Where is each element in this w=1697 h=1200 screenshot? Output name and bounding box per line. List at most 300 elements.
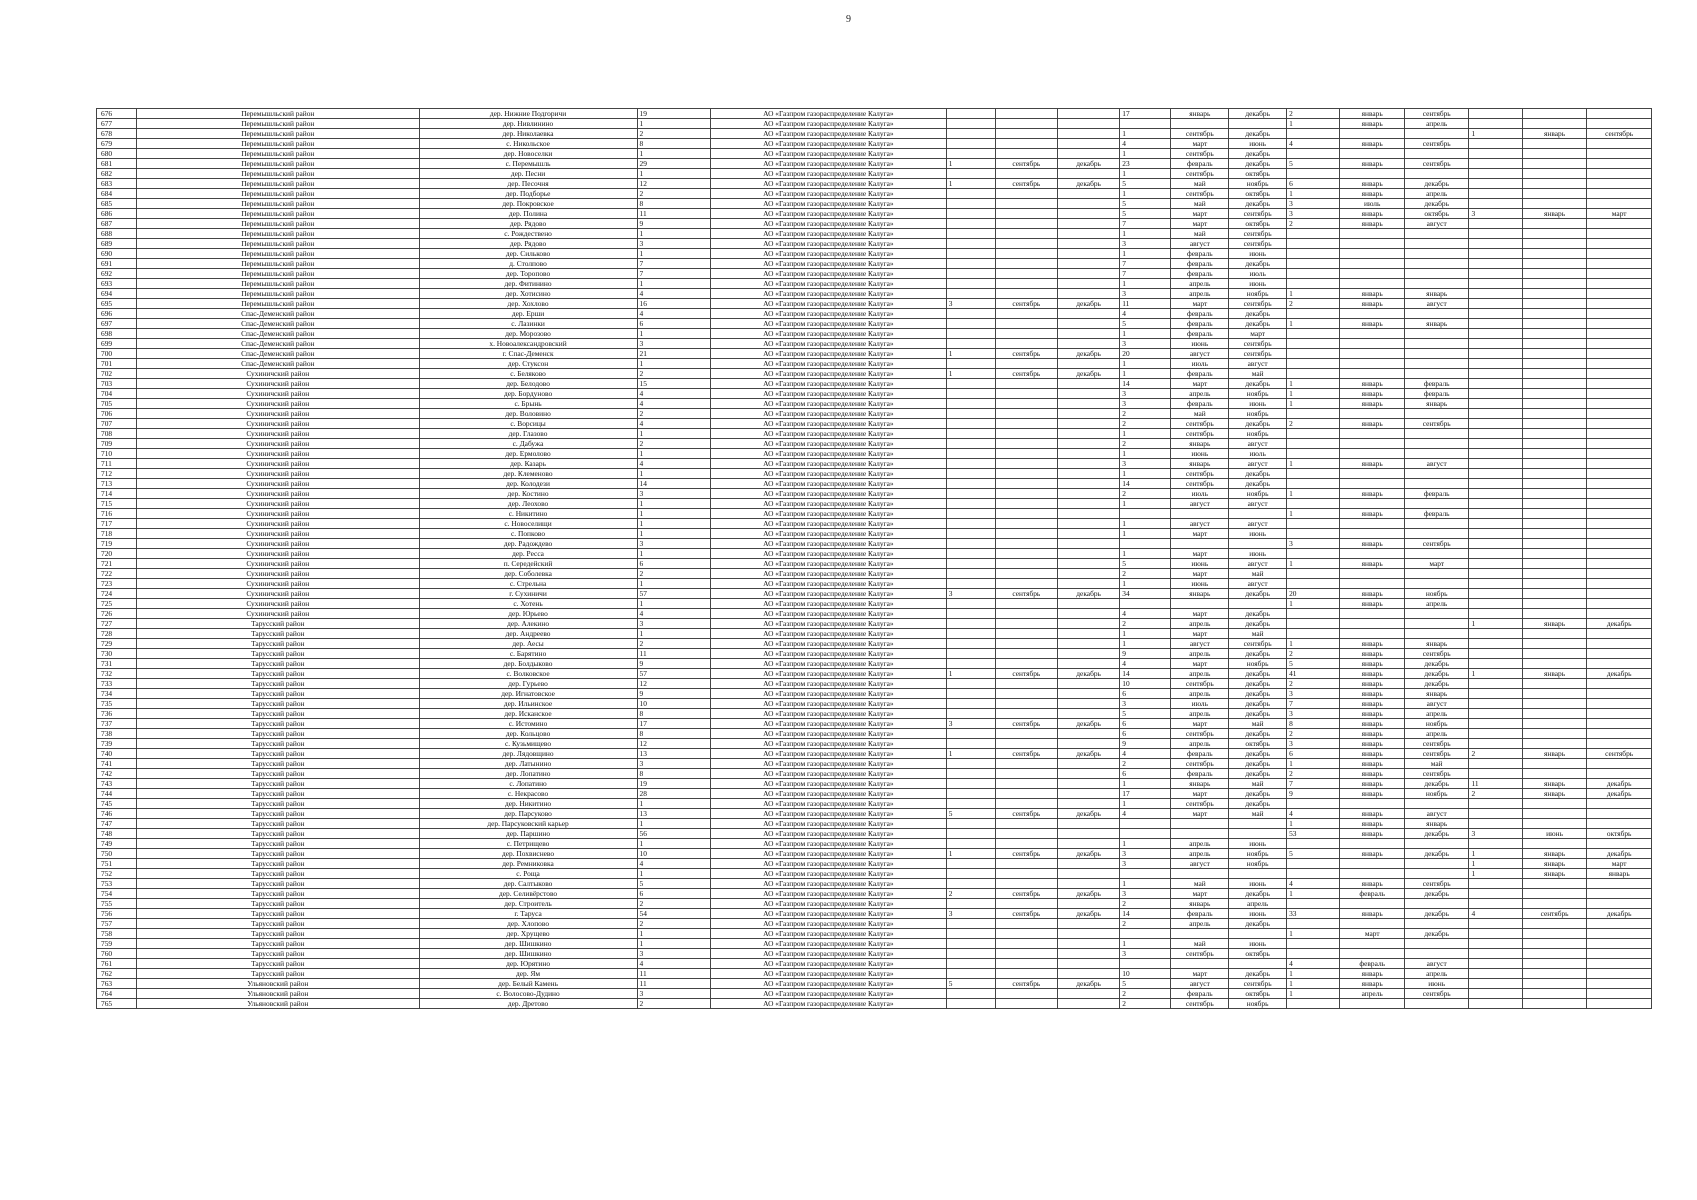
q1-start-cell [995,919,1057,929]
table-row [97,919,1652,929]
q1-count-cell [946,769,995,779]
q4-count-cell [1469,609,1522,619]
q2-end-cell: декабрь [1229,759,1287,769]
q4-end-cell [1587,479,1652,489]
org-cell: АО «Газпром газораспределение Калуга» [710,999,946,1009]
settlement-cell: дер. Казарь [419,459,637,469]
org-cell: АО «Газпром газораспределение Калуга» [710,279,946,289]
q2-count-cell: 23 [1120,159,1171,169]
q2-start-cell [1171,829,1229,839]
total-count-cell: 28 [637,789,710,799]
q3-start-cell [1340,349,1405,359]
total-count-cell: 13 [637,749,710,759]
q1-end-cell [1057,419,1119,429]
district-cell: Тарусский район [137,659,420,669]
q2-count-cell: 10 [1120,679,1171,689]
q1-end-cell: декабрь [1057,349,1119,359]
q3-count-cell: 1 [1287,929,1340,939]
settlement-cell: с. Никольское [419,139,637,149]
q1-start-cell [995,609,1057,619]
q2-start-cell: апрель [1171,289,1229,299]
q2-end-cell: сентябрь [1229,349,1287,359]
q4-start-cell [1522,439,1587,449]
q1-end-cell [1057,839,1119,849]
q4-end-cell: декабрь [1587,669,1652,679]
district-cell: Перемышльский район [137,269,420,279]
district-cell: Тарусский район [137,819,420,829]
q3-end-cell [1404,949,1469,959]
q1-count-cell [946,419,995,429]
settlement-cell: с. Попково [419,529,637,539]
q2-end-cell: декабрь [1229,619,1287,629]
q3-count-cell [1287,949,1340,959]
district-cell: Тарусский район [137,789,420,799]
settlement-cell: дер. Полина [419,209,637,219]
q1-start-cell: сентябрь [995,809,1057,819]
q2-end-cell: апрель [1229,899,1287,909]
q2-start-cell [1171,929,1229,939]
q3-end-cell [1404,409,1469,419]
q2-end-cell [1229,509,1287,519]
district-cell: Сухиничский район [137,399,420,409]
district-cell: Спас-Деменский район [137,349,420,359]
q1-start-cell [995,939,1057,949]
q3-start-cell: январь [1340,699,1405,709]
total-count-cell: 1 [637,149,710,159]
q2-end-cell: октябрь [1229,739,1287,749]
q4-start-cell [1522,929,1587,939]
q1-end-cell: декабрь [1057,749,1119,759]
q1-count-cell [946,499,995,509]
q4-start-cell [1522,609,1587,619]
q1-start-cell [995,119,1057,129]
q1-count-cell [946,319,995,329]
q1-start-cell: сентябрь [995,889,1057,899]
table-row [97,989,1652,999]
q1-count-cell [946,469,995,479]
settlement-cell: с. Волковское [419,669,637,679]
q3-count-cell [1287,839,1340,849]
settlement-cell: с. Брынь [419,399,637,409]
q3-end-cell: апрель [1404,119,1469,129]
q1-count-cell [946,789,995,799]
q3-start-cell [1340,359,1405,369]
q2-count-cell: 1 [1120,279,1171,289]
org-cell: АО «Газпром газораспределение Калуга» [710,509,946,519]
total-count-cell: 2 [637,569,710,579]
q2-count-cell: 4 [1120,659,1171,669]
q3-start-cell [1340,449,1405,459]
q3-count-cell [1287,859,1340,869]
q2-end-cell: декабрь [1229,129,1287,139]
row-number-cell: 709 [97,439,137,449]
q2-count-cell: 4 [1120,749,1171,759]
q1-count-cell [946,479,995,489]
total-count-cell: 54 [637,909,710,919]
total-count-cell: 1 [637,629,710,639]
q3-end-cell: сентябрь [1404,989,1469,999]
q4-end-cell [1587,889,1652,899]
q2-count-cell: 11 [1120,299,1171,309]
q2-start-cell: август [1171,639,1229,649]
q2-start-cell: март [1171,139,1229,149]
q1-end-cell [1057,409,1119,419]
table-row [97,829,1652,839]
q4-count-cell [1469,579,1522,589]
q4-count-cell [1469,249,1522,259]
q1-start-cell [995,279,1057,289]
org-cell: АО «Газпром газораспределение Калуга» [710,589,946,599]
table-row [97,479,1652,489]
total-count-cell: 6 [637,889,710,899]
q2-end-cell: декабрь [1229,889,1287,899]
q2-start-cell: август [1171,859,1229,869]
row-number-cell: 753 [97,879,137,889]
q2-start-cell: март [1171,569,1229,579]
district-cell: Перемышльский район [137,109,420,119]
q1-end-cell: декабрь [1057,669,1119,679]
total-count-cell: 1 [637,929,710,939]
q2-end-cell: декабрь [1229,159,1287,169]
org-cell: АО «Газпром газораспределение Калуга» [710,339,946,349]
q4-count-cell [1469,359,1522,369]
row-number-cell: 754 [97,889,137,899]
q3-start-cell: июль [1340,199,1405,209]
q4-count-cell: 3 [1469,829,1522,839]
district-cell: Перемышльский район [137,219,420,229]
district-cell: Тарусский район [137,699,420,709]
q2-start-cell: март [1171,969,1229,979]
district-cell: Перемышльский район [137,119,420,129]
row-number-cell: 759 [97,939,137,949]
q1-start-cell [995,359,1057,369]
q1-count-cell: 3 [946,719,995,729]
q2-end-cell: сентябрь [1229,209,1287,219]
q3-count-cell: 2 [1287,649,1340,659]
q2-start-cell: март [1171,659,1229,669]
total-count-cell: 3 [637,989,710,999]
q4-start-cell [1522,109,1587,119]
settlement-cell: дер. Бордуново [419,389,637,399]
q4-start-cell [1522,999,1587,1009]
q3-count-cell: 1 [1287,599,1340,609]
q1-start-cell [995,859,1057,869]
settlement-cell: с. Новоселищи [419,519,637,529]
q1-start-cell [995,839,1057,849]
table-row [97,269,1652,279]
q1-end-cell [1057,569,1119,579]
total-count-cell: 2 [637,129,710,139]
org-cell: АО «Газпром газораспределение Калуга» [710,839,946,849]
q3-start-cell [1340,269,1405,279]
q2-start-cell: январь [1171,779,1229,789]
q3-start-cell: январь [1340,209,1405,219]
q3-start-cell [1340,439,1405,449]
table-row [97,689,1652,699]
org-cell: АО «Газпром газораспределение Калуга» [710,689,946,699]
q3-start-cell: январь [1340,709,1405,719]
q2-end-cell: декабрь [1229,919,1287,929]
q1-end-cell [1057,119,1119,129]
q2-count-cell: 14 [1120,669,1171,679]
org-cell: АО «Газпром газораспределение Калуга» [710,829,946,839]
q2-count-cell: 17 [1120,789,1171,799]
q2-start-cell [1171,539,1229,549]
q2-count-cell: 1 [1120,449,1171,459]
row-number-cell: 690 [97,249,137,259]
q2-start-cell: март [1171,209,1229,219]
q2-start-cell: февраль [1171,989,1229,999]
org-cell: АО «Газпром газораспределение Калуга» [710,729,946,739]
row-number-cell: 706 [97,409,137,419]
table-row [97,749,1652,759]
q2-start-cell: май [1171,229,1229,239]
q2-start-cell: февраль [1171,909,1229,919]
q3-start-cell [1340,229,1405,239]
district-cell: Тарусский район [137,809,420,819]
q3-end-cell: март [1404,559,1469,569]
q4-end-cell [1587,399,1652,409]
q1-end-cell [1057,989,1119,999]
total-count-cell: 12 [637,679,710,689]
org-cell: АО «Газпром газораспределение Калуга» [710,879,946,889]
table-row [97,819,1652,829]
q4-start-cell [1522,309,1587,319]
settlement-cell: с. Истомино [419,719,637,729]
q2-end-cell: июнь [1229,939,1287,949]
settlement-cell: дер. Белодово [419,379,637,389]
settlement-cell: с. Петрищево [419,839,637,849]
q1-end-cell [1057,469,1119,479]
q4-end-cell [1587,969,1652,979]
q3-start-cell [1340,869,1405,879]
q3-count-cell [1287,939,1340,949]
q3-end-cell: май [1404,759,1469,769]
row-number-cell: 704 [97,389,137,399]
district-cell: Сухиничский район [137,369,420,379]
q1-end-cell [1057,939,1119,949]
q3-start-cell: январь [1340,599,1405,609]
q3-end-cell [1404,169,1469,179]
org-cell: АО «Газпром газораспределение Калуга» [710,919,946,929]
settlement-cell: дер. Нивлинино [419,119,637,129]
q2-start-cell: май [1171,179,1229,189]
q3-start-cell: январь [1340,399,1405,409]
q4-end-cell [1587,139,1652,149]
table-row [97,469,1652,479]
district-cell: Тарусский район [137,929,420,939]
table-row [97,559,1652,569]
q3-end-cell: ноябрь [1404,719,1469,729]
table-row [97,289,1652,299]
q3-end-cell: февраль [1404,489,1469,499]
q4-end-cell [1587,249,1652,259]
q1-start-cell [995,819,1057,829]
q3-end-cell [1404,569,1469,579]
q3-count-cell [1287,469,1340,479]
org-cell: АО «Газпром газораспределение Калуга» [710,199,946,209]
org-cell: АО «Газпром газораспределение Калуга» [710,289,946,299]
q1-end-cell [1057,389,1119,399]
q4-count-cell [1469,879,1522,889]
q4-start-cell [1522,139,1587,149]
total-count-cell: 1 [637,249,710,259]
q4-count-cell [1469,919,1522,929]
district-cell: Перемышльский район [137,209,420,219]
q2-start-cell: март [1171,719,1229,729]
q1-count-cell [946,739,995,749]
q2-end-cell: июнь [1229,399,1287,409]
table-row [97,259,1652,269]
q1-start-cell [995,779,1057,789]
q2-count-cell [1120,819,1171,829]
q2-end-cell: март [1229,329,1287,339]
settlement-cell: дер. Торопово [419,269,637,279]
q1-start-cell [995,879,1057,889]
total-count-cell: 1 [637,449,710,459]
q1-count-cell: 5 [946,809,995,819]
q2-count-cell: 17 [1120,109,1171,119]
q4-count-cell [1469,929,1522,939]
q3-count-cell [1287,239,1340,249]
q3-start-cell: январь [1340,109,1405,119]
q4-start-cell [1522,639,1587,649]
q2-end-cell: декабрь [1229,589,1287,599]
total-count-cell: 4 [637,609,710,619]
q1-end-cell [1057,379,1119,389]
q1-end-cell [1057,549,1119,559]
q3-count-cell: 2 [1287,299,1340,309]
district-cell: Сухиничский район [137,529,420,539]
org-cell: АО «Газпром газораспределение Калуга» [710,569,946,579]
total-count-cell: 15 [637,379,710,389]
q3-end-cell [1404,609,1469,619]
q1-count-cell [946,309,995,319]
q1-end-cell [1057,689,1119,699]
q3-end-cell [1404,439,1469,449]
q4-start-cell: июнь [1522,829,1587,839]
settlement-cell: с. Лопатино [419,779,637,789]
q2-count-cell: 34 [1120,589,1171,599]
q4-end-cell [1587,609,1652,619]
q4-start-cell [1522,149,1587,159]
settlement-cell: дер. Морозово [419,329,637,339]
settlement-cell: дер. Белый Камень [419,979,637,989]
q1-count-cell [946,609,995,619]
q2-start-cell: апрель [1171,649,1229,659]
total-count-cell: 4 [637,859,710,869]
q3-end-cell: январь [1404,689,1469,699]
q4-start-cell [1522,819,1587,829]
q3-end-cell: август [1404,699,1469,709]
org-cell: АО «Газпром газораспределение Калуга» [710,579,946,589]
q3-count-cell [1287,609,1340,619]
q3-start-cell [1340,309,1405,319]
q4-end-cell [1587,219,1652,229]
q1-count-cell [946,929,995,939]
q3-end-cell [1404,549,1469,559]
q2-count-cell [1120,539,1171,549]
q4-count-cell [1469,329,1522,339]
q1-count-cell [946,119,995,129]
q3-start-cell: январь [1340,909,1405,919]
settlement-cell: с. Кузьмищево [419,739,637,749]
total-count-cell: 12 [637,739,710,749]
q2-count-cell: 1 [1120,939,1171,949]
q1-start-cell [995,899,1057,909]
settlement-cell: с. Некрасово [419,789,637,799]
org-cell: АО «Газпром газораспределение Калуга» [710,969,946,979]
q4-count-cell: 1 [1469,869,1522,879]
q3-end-cell [1404,329,1469,339]
row-number-cell: 686 [97,209,137,219]
row-number-cell: 703 [97,379,137,389]
total-count-cell: 1 [637,169,710,179]
q1-start-cell [995,219,1057,229]
q1-start-cell [995,799,1057,809]
q2-count-cell: 1 [1120,329,1171,339]
q1-start-cell [995,449,1057,459]
row-number-cell: 728 [97,629,137,639]
q1-count-cell [946,109,995,119]
q4-start-cell [1522,879,1587,889]
district-cell: Тарусский район [137,759,420,769]
district-cell: Сухиничский район [137,389,420,399]
q1-end-cell [1057,339,1119,349]
q2-count-cell: 4 [1120,809,1171,819]
table-row [97,339,1652,349]
q4-end-cell [1587,539,1652,549]
table-row [97,579,1652,589]
district-cell: Перемышльский район [137,129,420,139]
settlement-cell: дер. Глазово [419,429,637,439]
row-number-cell: 733 [97,679,137,689]
q3-count-cell: 1 [1287,819,1340,829]
q3-count-cell [1287,429,1340,439]
district-cell: Спас-Деменский район [137,359,420,369]
q3-end-cell: апрель [1404,729,1469,739]
q2-end-cell: декабрь [1229,199,1287,209]
q4-end-cell [1587,149,1652,159]
q4-end-cell [1587,199,1652,209]
settlement-cell: с. Роща [419,869,637,879]
district-cell: Сухиничский район [137,419,420,429]
district-cell: Перемышльский район [137,279,420,289]
row-number-cell: 718 [97,529,137,539]
q1-start-cell [995,569,1057,579]
q1-end-cell: декабрь [1057,719,1119,729]
district-cell: Спас-Деменский район [137,319,420,329]
row-number-cell: 695 [97,299,137,309]
q1-count-cell [946,699,995,709]
total-count-cell: 4 [637,419,710,429]
q4-start-cell [1522,599,1587,609]
q4-start-cell [1522,629,1587,639]
settlement-cell: дер. Латынино [419,759,637,769]
q4-start-cell [1522,389,1587,399]
district-cell: Перемышльский район [137,299,420,309]
q4-end-cell [1587,339,1652,349]
q4-end-cell [1587,599,1652,609]
q4-end-cell [1587,509,1652,519]
district-cell: Сухиничский район [137,559,420,569]
q1-start-cell [995,579,1057,589]
settlement-cell: с. Барятино [419,649,637,659]
q3-end-cell: сентябрь [1404,139,1469,149]
q1-end-cell [1057,319,1119,329]
q1-end-cell [1057,189,1119,199]
q4-count-cell [1469,259,1522,269]
